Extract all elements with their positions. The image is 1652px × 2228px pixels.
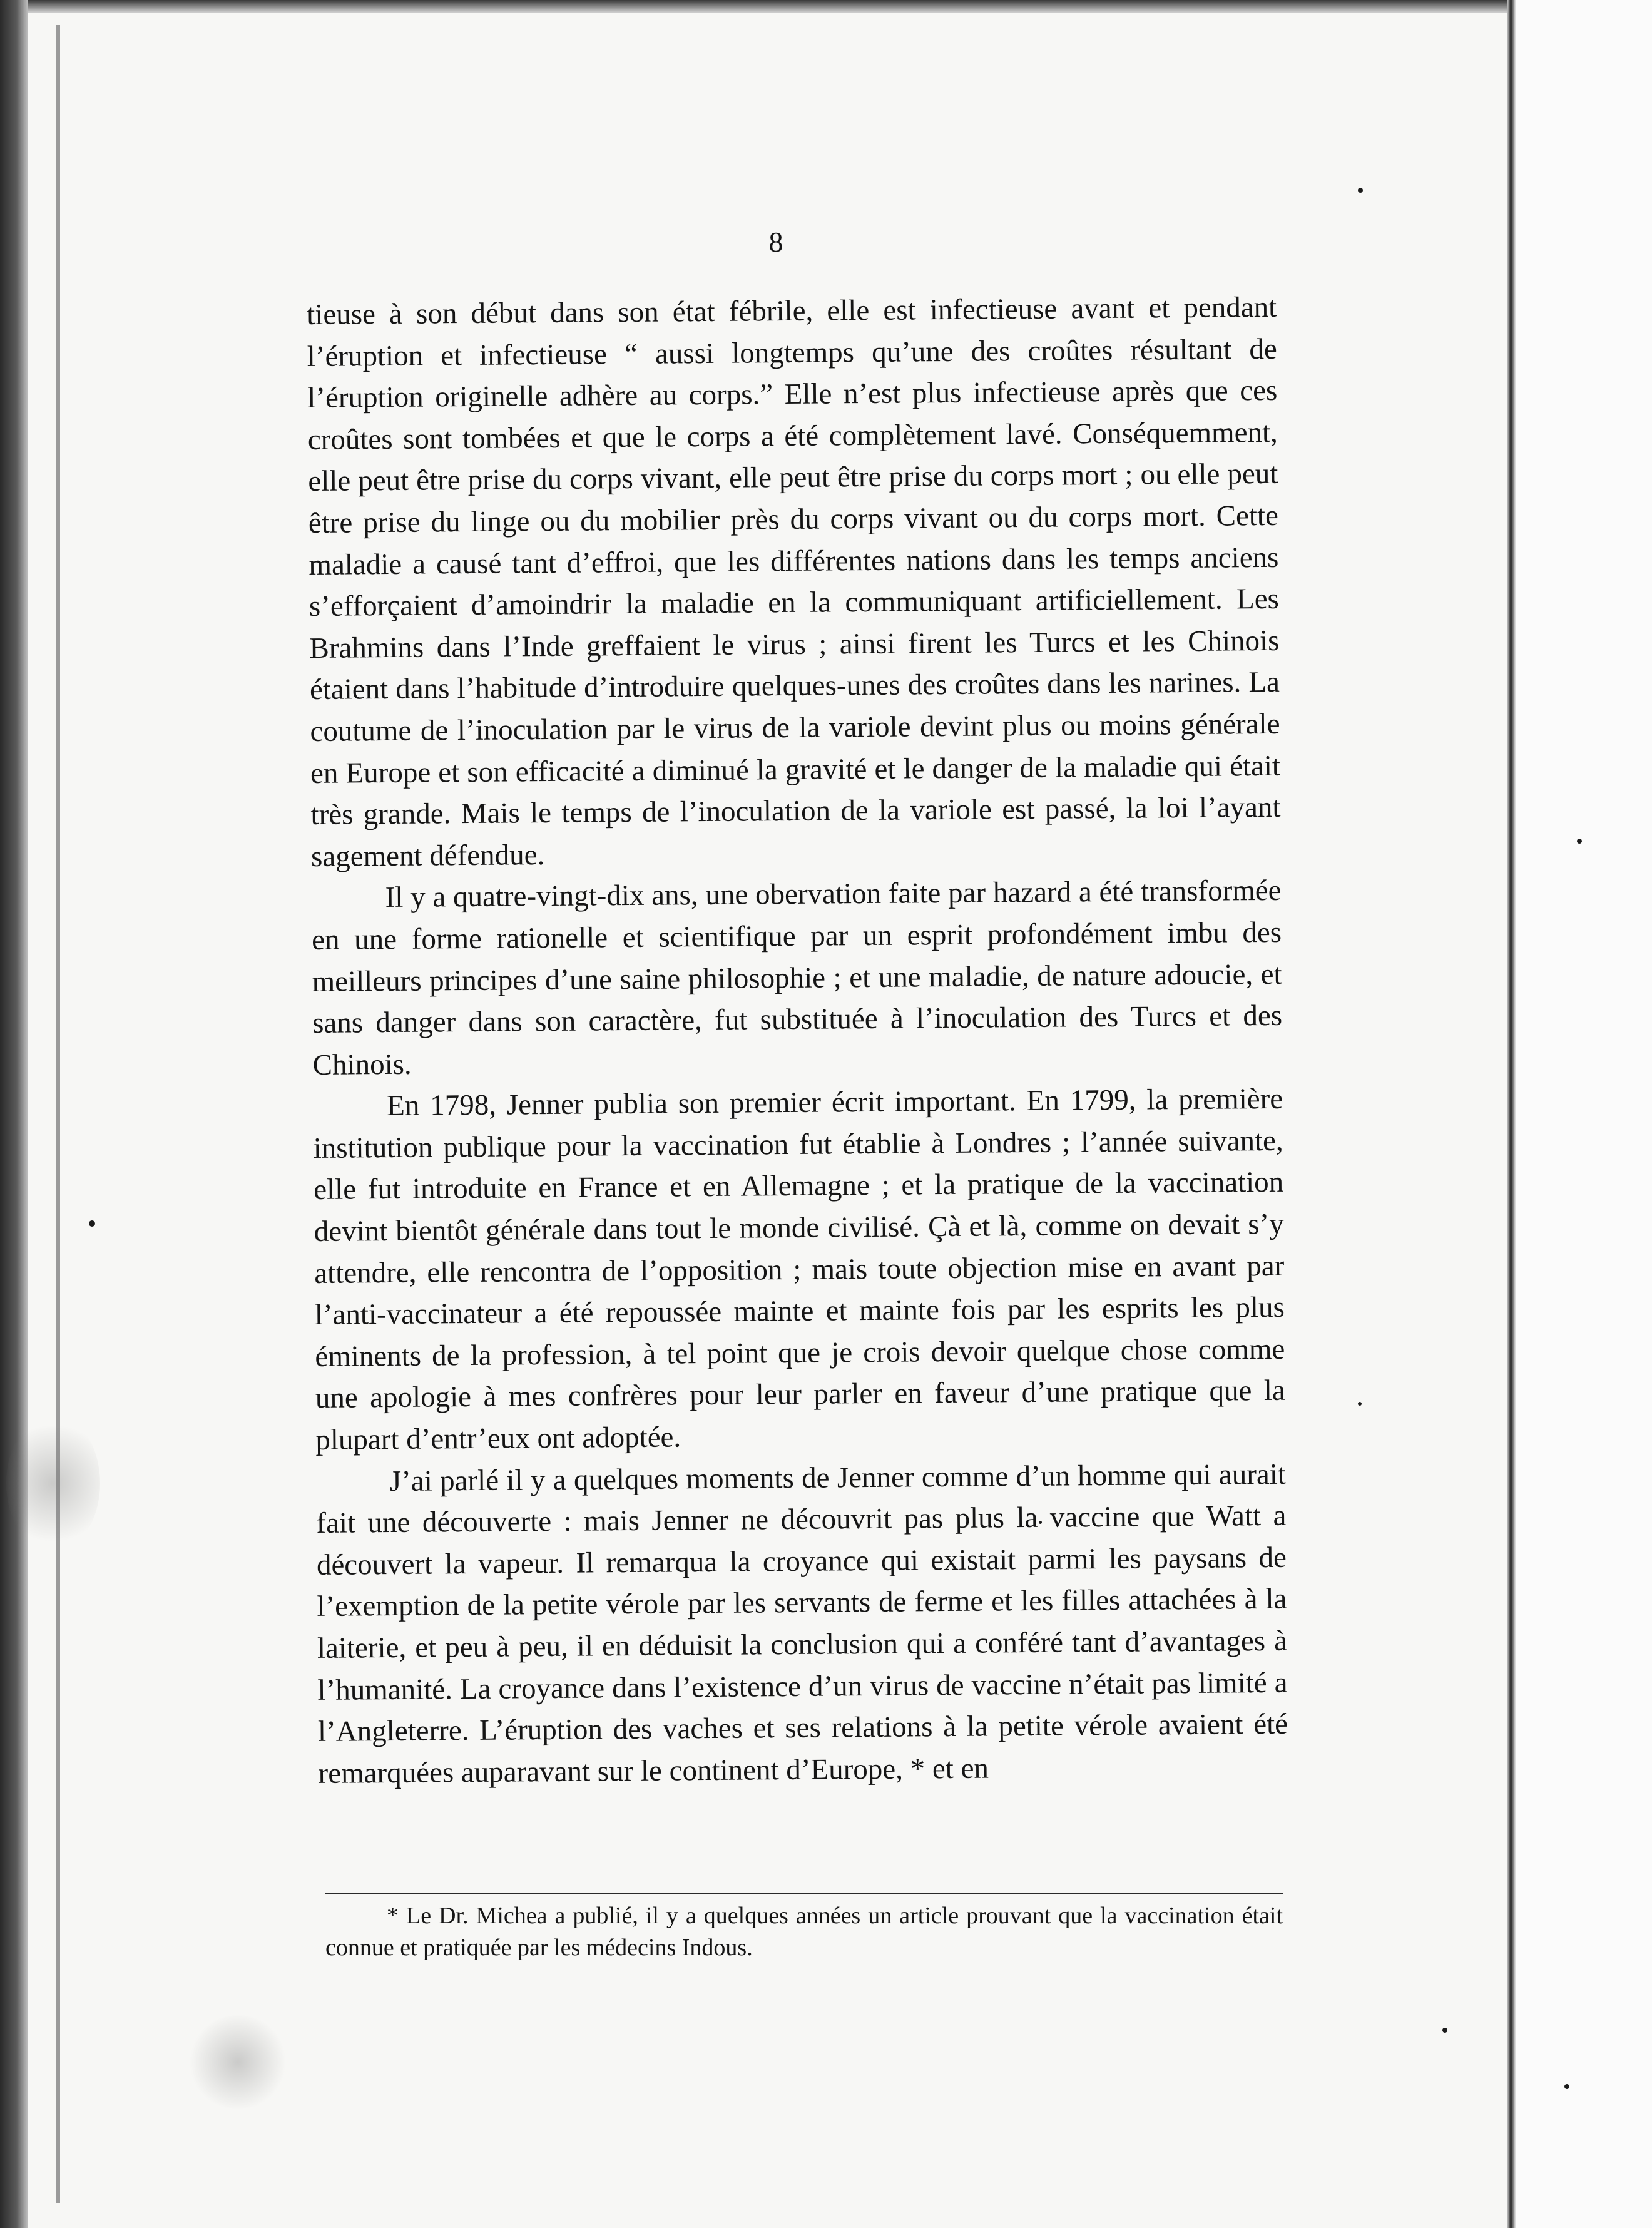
- paragraph: En 1798, Jenner publia son premier écrit important. En 1799, la première institution publique pour la vaccination fut établie à Londres ; l’année suivante, elle fut introduite en France et en Allemagne ; et la pratique de la vaccination devint bientôt générale dans tout le monde civilisé. Çà et là, comme on devait s’y attendre, elle rencontra de l’opposition ; mais toute objection mise en avant par l’anti-vaccinateur a été repoussée mainte et mainte fois par les esprits les plus éminents de la profession, à tel point que je crois devoir quelque chose comme une apologie à mes confrères pour leur parler en faveur d’une pratique que la plupart d’entr’eux ont adoptée.: [313, 1083, 1286, 1456]
- paragraph: J’ai parlé il y a quelques moments de Jenner comme d’un homme qui aurait fait une découverte : mais Jenner ne découvrit pas plus la vaccine que Watt a découvert la vapeur. Il remarqua la croyance qui existait parmi les paysans de l’exemption de la petite vérole par les servants de ferme et les filles attachées à la laiterie, et peu à peu, il en déduisit la conclusion qui a conféré tant d’avantages à l’humanité. La croyance dans l’existence d’un virus de vaccine n’était pas limité a l’Angleterre. L’éruption des vaches et ses relations à la petite vérole avaient été remarquées auparavant sur le continent d’Europe, * et en: [316, 1458, 1288, 1790]
- page-fold-line: [56, 25, 60, 2203]
- ink-speck: [1442, 2028, 1447, 2033]
- ink-speck: [89, 1220, 95, 1227]
- paragraph: tieuse à son début dans son état fébrile, elle est infectieuse avant et pendant l’éruption et infectieuse “ aussi longtemps qu’une des croûtes résultant de l’éruption originelle adhère au corps.” Elle n’est plus infectieuse après que ces croûtes sont tombées et que le corps a été complètement lavé. Conséquemment, elle peut être prise du corps vivant, elle peut être prise du corps mort ; ou elle peut être prise du linge ou du mobilier près du corps vivant ou du corps mort. Cette maladie a causé tant d’effroi, que les différentes nations dans les temps anciens s’efforçaient d’amoindrir la maladie en la communiquant artificiellement. Les Brahmins dans l’Inde greffaient le virus ; ainsi firent les Turcs et les Chinois étaient dans l’habitude d’introduire quelques-unes des croûtes dans les narines. La coutume de l’inoculation par le virus de la variole devint plus ou moins générale en Europe et son efficacité a diminué la gravité et le danger de la maladie qui était très grande. Mais le temps de l’inoculation de la variole est passé, la loi l’ayant sagement défendue.: [307, 290, 1281, 873]
- ink-speck: [1577, 839, 1582, 844]
- page-gutter: [1507, 0, 1516, 2228]
- scan-left-edge: [0, 0, 28, 2228]
- paper-stain: [188, 2015, 288, 2109]
- paragraph: Il y a quatre-vingt-dix ans, une obervation faite par hazard a été transformée en une forme rationelle et scientifique par un esprit profondément imbu des meilleurs principes d’une saine philosophie ; et une maladie, de nature adoucie, et sans danger dans son caractère, fut substituée à l’inoculation des Turcs et des Chinois.: [311, 874, 1283, 1081]
- paper-stain: [6, 1414, 100, 1552]
- ink-speck: [1358, 1402, 1362, 1406]
- scan-top-edge: [0, 0, 1652, 13]
- footnote-divider: [325, 1893, 1283, 1894]
- page-number: 8: [768, 226, 783, 258]
- footnote: * Le Dr. Michea a publié, il y a quelques années un article prouvant que la vaccination était connue et pratiquée par les médecins Indous.: [325, 1903, 1283, 1961]
- ink-speck: [1564, 2084, 1569, 2089]
- ink-speck: [1358, 188, 1363, 193]
- body-text: [307, 287, 1288, 1794]
- facing-page-margin: [1516, 0, 1652, 2228]
